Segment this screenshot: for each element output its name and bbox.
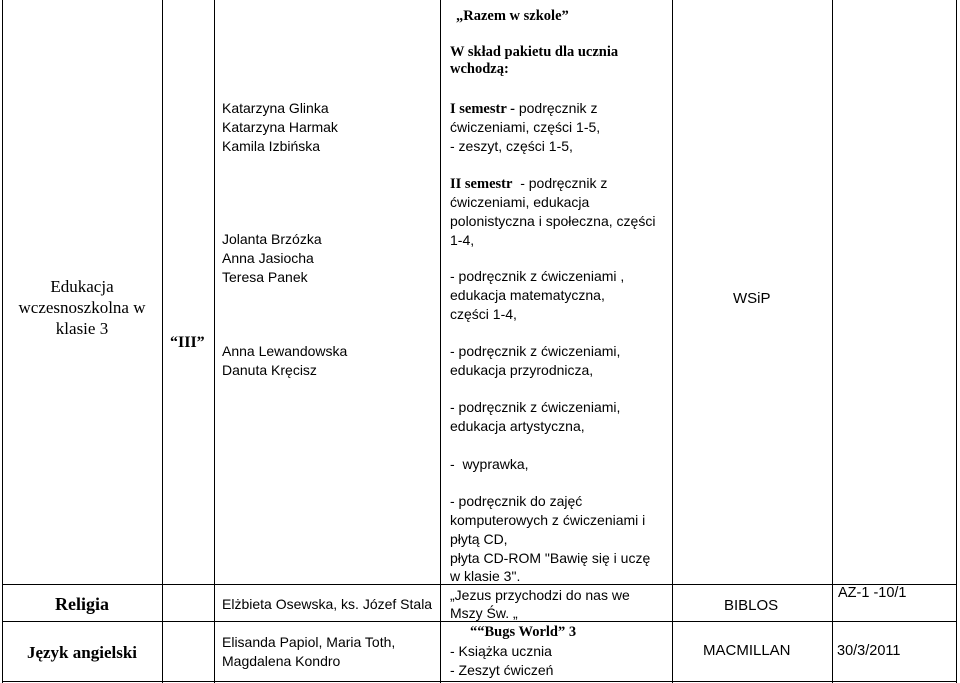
author-group2-line2: Anna Jasiocha (222, 250, 314, 266)
authors-english-line1: Elisanda Papiol, Maria Toth, (222, 634, 396, 650)
author-group3-line1: Anna Lewandowska (222, 343, 348, 359)
author-group1-line3: Kamila Izbińska (222, 138, 321, 154)
sem2-line: edukacja matematyczna, (450, 287, 605, 303)
sem1-label: I semestr - (450, 101, 515, 117)
english-item-2: - Zeszyt ćwiczeń (450, 662, 554, 678)
sem2-line: komputerowych z ćwiczeniami i (450, 512, 646, 528)
sem2-line: - podręcznik z ćwiczeniami, (450, 343, 621, 359)
sem2-line: płytą CD, (450, 531, 508, 547)
border-col-authors (440, 0, 441, 683)
package-heading-line2: wchodzą: (450, 61, 509, 77)
authors-religion: Elżbieta Osewska, ks. Józef Stala (222, 596, 433, 612)
author-group2-line1: Jolanta Brzózka (222, 231, 322, 247)
subject-early-line2: wczesnoszkolna w (18, 298, 146, 317)
sem2-line: - podręcznik z ćwiczeniami, (450, 399, 621, 415)
approval-religion: AZ-1 -10/1 (838, 585, 907, 601)
author-group1-line1: Katarzyna Glinka (222, 100, 329, 116)
subject-english: Język angielski (26, 643, 138, 662)
sem2-line: płyta CD-ROM "Bawię się i uczę (450, 550, 651, 566)
authors-english-line2: Magdalena Kondro (222, 653, 341, 669)
sem1-line1-rest: podręcznik z (514, 100, 598, 116)
sem1-line1 (450, 100, 597, 118)
sem1-line2: ćwiczeniami, części 1-5, (450, 119, 601, 135)
sem2-line: - wyprawka, (450, 456, 529, 472)
border-col-publisher (832, 0, 833, 683)
subject-early-line3: klasie 3 (55, 319, 109, 338)
border-left (2, 0, 3, 683)
publisher-early: WSiP (733, 290, 771, 307)
subject-religion: Religia (55, 594, 109, 614)
sem2-line: edukacja artystyczna, (450, 418, 585, 434)
sem1-line3: - zeszyt, części 1-5, (450, 138, 573, 154)
sem2-line: ćwiczeniami, edukacja (450, 194, 590, 210)
subject-early-line1: Edukacja (50, 277, 114, 296)
border-bottom (2, 681, 957, 682)
publisher-religion: BIBLOS (724, 597, 779, 614)
sem2-line: - podręcznik z ćwiczeniami , (450, 268, 625, 284)
border-col-title (672, 0, 673, 683)
sem2-line: części 1-4, (450, 306, 517, 322)
series-title: „Razem w szkole” (456, 8, 569, 24)
sem2-line: w klasie 3". (450, 568, 521, 584)
title-english: ““Bugs World” 3 (470, 624, 577, 640)
title-religion-line2: Mszy Św. „ (450, 605, 518, 621)
border-col-subject (162, 0, 163, 683)
publisher-english: MACMILLAN (703, 642, 791, 659)
sem2-line: - podręcznik do zajęć (450, 493, 583, 509)
sem2-line1 (450, 175, 607, 193)
english-item-1: - Książka ucznia (450, 643, 552, 659)
author-group2-line3: Teresa Panek (222, 269, 308, 285)
approval-english: 30/3/2011 (837, 643, 901, 659)
border-right (956, 0, 957, 683)
sem2-line1-rest: - podręcznik z (512, 175, 608, 191)
sem2-label: II semestr (450, 176, 513, 192)
sem2-line: 1-4, (450, 232, 475, 248)
border-col-class (214, 0, 215, 683)
title-religion-line1: „Jezus przychodzi do nas we (450, 587, 630, 603)
class-level: “III” (170, 334, 205, 351)
sem2-line: polonistyczna i społeczna, części (450, 213, 656, 229)
package-heading-line1: W skład pakietu dla ucznia (450, 44, 619, 60)
author-group3-line2: Danuta Kręcisz (222, 362, 317, 378)
sem2-line: edukacja przyrodnicza, (450, 362, 594, 378)
author-group1-line2: Katarzyna Harmak (222, 119, 338, 135)
